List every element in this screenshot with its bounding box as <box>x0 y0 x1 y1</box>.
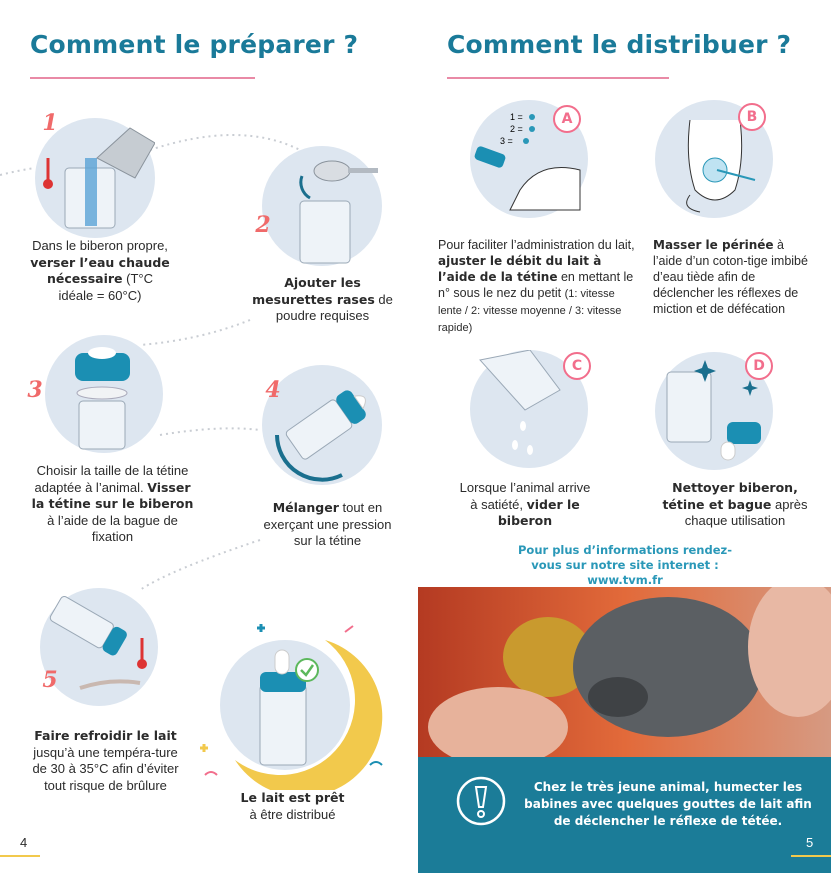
step-b-letter: B <box>738 103 766 131</box>
step-1-number: 1 <box>42 110 58 136</box>
step-3-illustration <box>45 335 163 453</box>
page-number-right-rule <box>791 855 831 857</box>
step-3-text: Choisir la taille de la tétine adaptée à l’animal. Visser la tétine sur le biberon à l’aide de la bague de fixation <box>31 463 194 544</box>
right-page-title: Comment le distribuer ? <box>447 30 792 59</box>
speed-scale <box>500 112 535 146</box>
step-4-text: Mélanger tout en exerçant une pression sur la tétine <box>263 500 392 548</box>
tip-banner <box>418 757 831 873</box>
info-link-text: Pour plus d’informations rendez-vous sur notre site internet : www.tvm.fr <box>518 543 732 587</box>
exclamation-icon <box>455 775 507 827</box>
step-c-letter: C <box>563 352 591 380</box>
svg-text:3 =: 3 = <box>500 136 513 146</box>
step-2-illustration <box>262 146 382 266</box>
svg-text:1 =: 1 = <box>510 112 523 122</box>
page-number-right: 5 <box>806 835 814 850</box>
step-3-number: 3 <box>27 377 43 403</box>
page-number-left: 4 <box>20 835 28 850</box>
ready-text: Le lait est prêt à être distribué <box>240 790 345 822</box>
ready-illustration <box>195 620 385 790</box>
step-5-text: Faire refroidir le lait jusqu’à une tempéra-ture de 30 à 35°C afin d’éviter tout risque de brûlure <box>32 728 179 793</box>
right-title-rule <box>447 77 669 79</box>
step-b-text: Masser le périnée à l’aide d’un coton-tige imbibé d’eau tiède afin de déclencher les réflexes de miction et de défécation <box>653 238 808 316</box>
step-d-letter: D <box>745 352 773 380</box>
scoop-icon <box>262 146 382 266</box>
tip-text: Chez le très jeune animal, humecter les babines avec quelques gouttes de lait afin de déclencher le réflexe de tétée. <box>524 780 812 828</box>
page-number-left-rule <box>0 855 40 857</box>
nipple-ring-icon <box>45 335 163 453</box>
svg-text:2 =: 2 = <box>510 124 523 134</box>
step-2-text: Ajouter les mesurettes rases de poudre requises <box>252 275 393 323</box>
step-d-text: Nettoyer biberon, tétine et bague après chaque utilisation <box>662 480 808 528</box>
step-4-number: 4 <box>265 377 281 403</box>
kitten-feeding-photo <box>418 587 831 757</box>
left-page-title: Comment le préparer ? <box>30 30 359 59</box>
step-1-text: Dans le biberon propre, verser l’eau chaude nécessaire (T°C idéale = 60°C) <box>30 238 170 303</box>
step-c-text: Lorsque l’animal arrive à satiété, vider le biberon <box>459 480 591 528</box>
step-2-number: 2 <box>255 212 271 238</box>
step-a-text: Pour faciliter l’administration du lait, ajuster le débit du lait à l’aide de la tétine en mettant le n° sous le nez du petit (1: vitesse lente / 2: vitesse moyenne / 3: vitesse rapide) <box>438 238 635 334</box>
step-5-number: 5 <box>42 667 58 693</box>
step-a-letter: A <box>553 105 581 133</box>
